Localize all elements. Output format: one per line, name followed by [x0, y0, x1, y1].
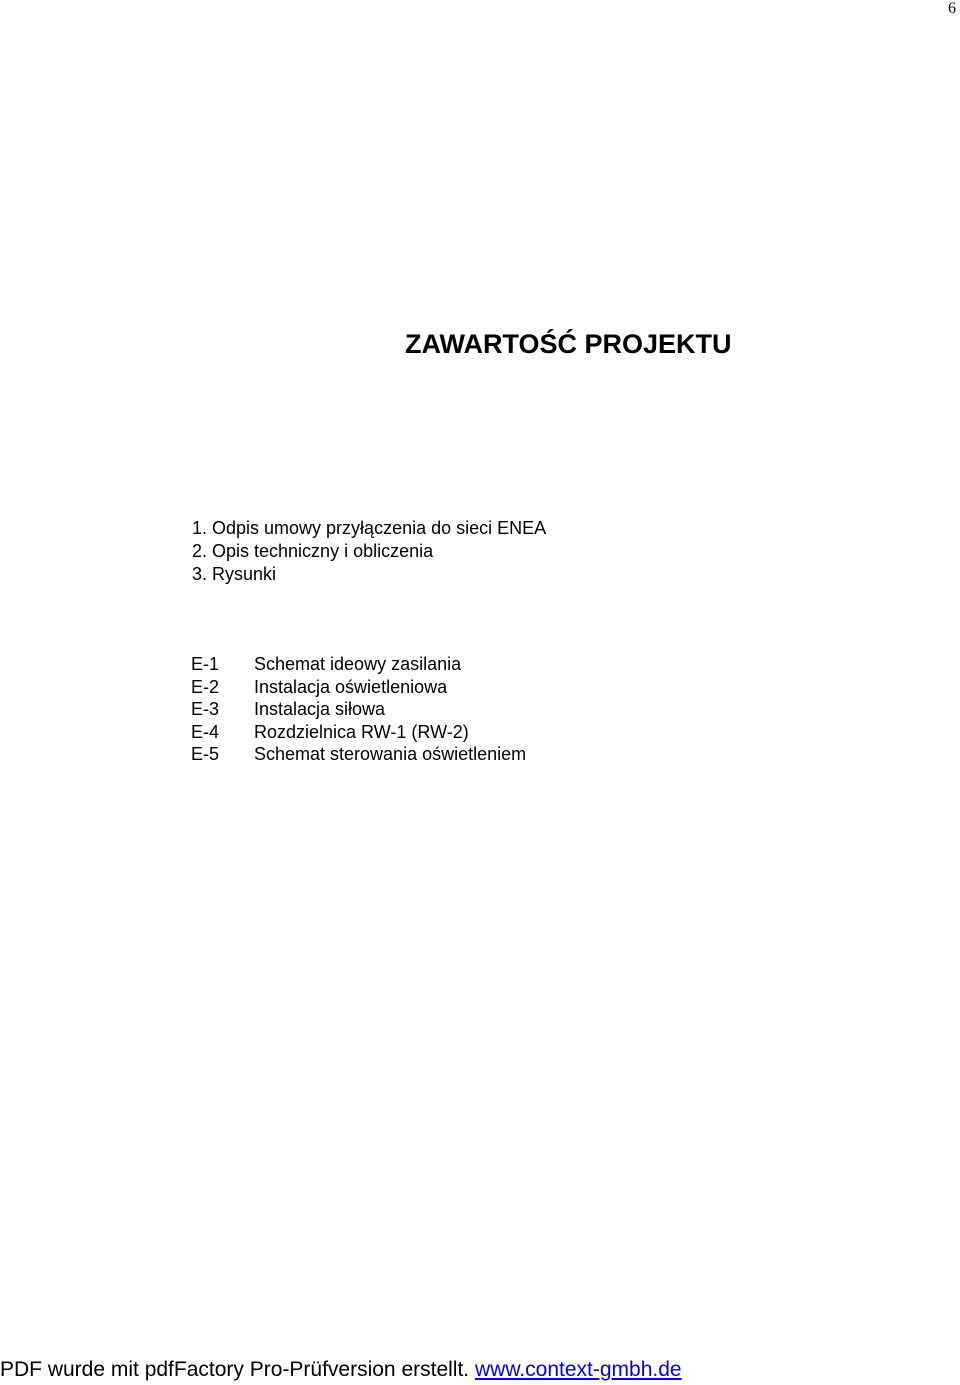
table-row [191, 721, 526, 744]
drawing-title: Instalacja oświetleniowa [254, 676, 448, 697]
drawing-code: E-1 [191, 654, 220, 674]
contents-item: 3. Rysunki [192, 564, 277, 584]
page-number: 6 [948, 0, 956, 17]
drawing-title: Schemat ideowy zasilania [254, 654, 462, 674]
drawing-title: Instalacja siłowa [254, 699, 386, 719]
table-row [191, 743, 526, 766]
drawing-code: E-4 [191, 721, 220, 742]
contents-item: 1. Odpis umowy przyłączenia do sieci ENEA [192, 518, 547, 538]
drawings-table [191, 653, 526, 766]
drawing-title: Schemat sterowania oświetleniem [254, 744, 527, 764]
footer-text: PDF wurde mit pdfFactory Pro-Prüfversion erstellt. [0, 1358, 470, 1381]
drawing-code: E-2 [191, 676, 220, 697]
page-title: ZAWARTOŚĆ PROJEKTU [405, 329, 732, 359]
footer-link[interactable]: www.context-gmbh.de [474, 1358, 682, 1381]
drawing-title: Rozdzielnica RW-1 (RW-2) [254, 721, 469, 742]
table-row [191, 676, 526, 699]
footer [0, 1357, 682, 1383]
drawing-code: E-3 [191, 699, 220, 719]
contents-list [192, 517, 546, 586]
contents-item: 2. Opis techniczny i obliczenia [192, 541, 434, 561]
table-row [191, 698, 526, 721]
table-row [191, 653, 526, 676]
drawing-code: E-5 [191, 744, 220, 764]
